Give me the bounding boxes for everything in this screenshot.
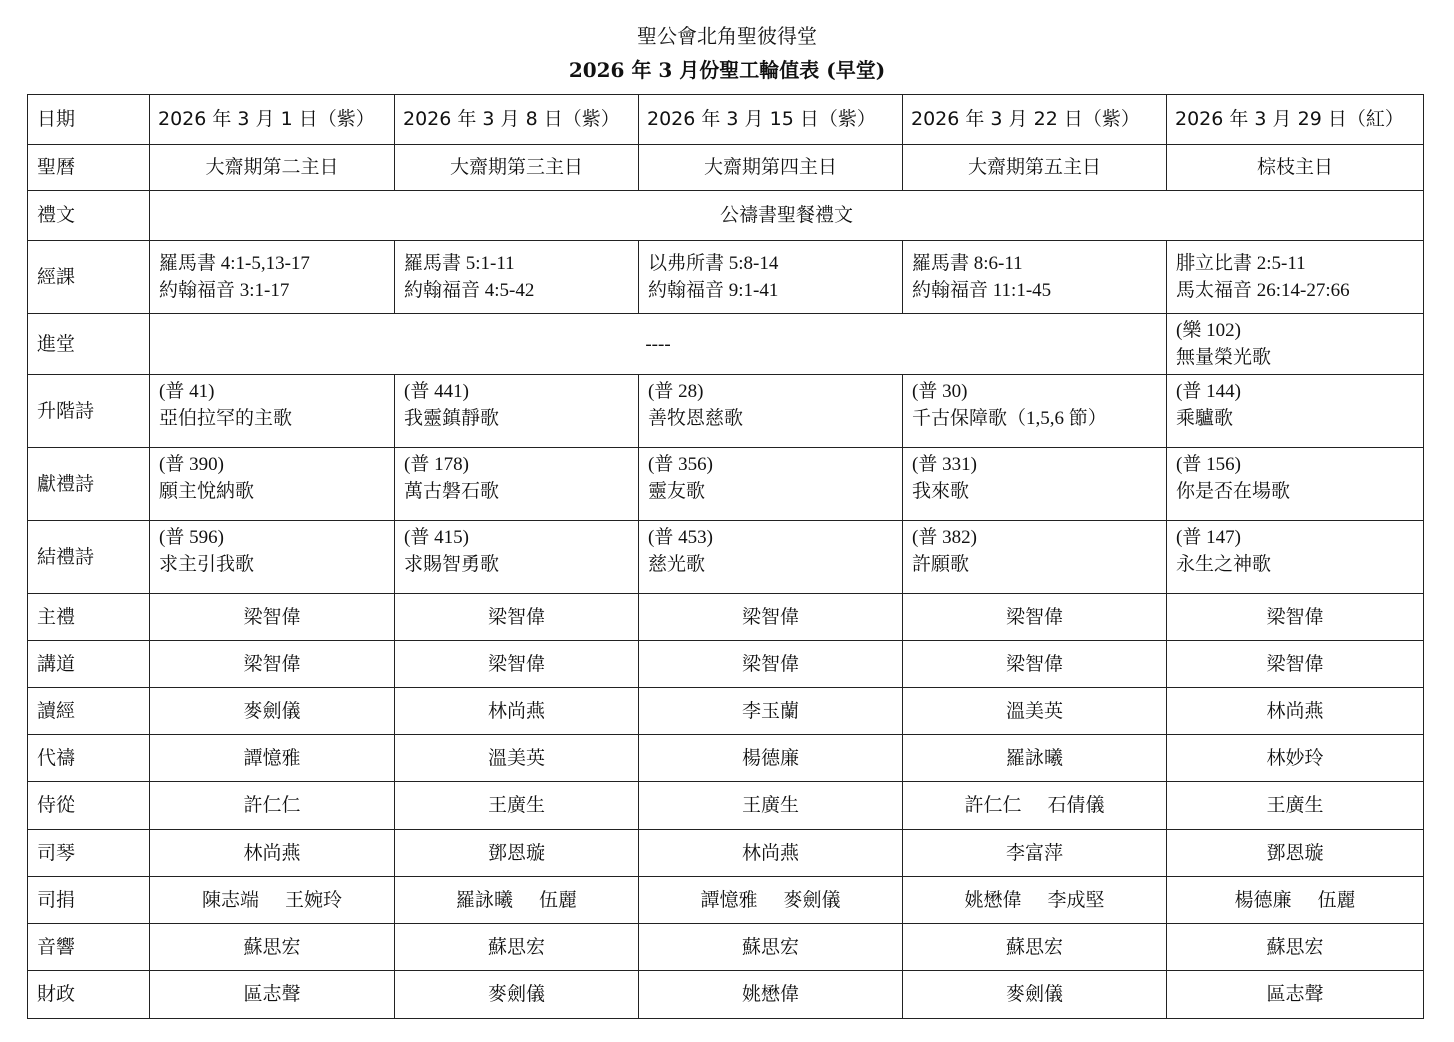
hymn-cell xyxy=(903,521,1167,594)
hymn-cell xyxy=(395,521,639,594)
row-reader xyxy=(28,688,1424,735)
person-name: 陳志端 xyxy=(201,888,259,911)
hymn-number: (普 41) xyxy=(159,381,215,402)
person-cell: 蘇思宏 xyxy=(395,924,639,971)
calendar-cell: 大齋期第二主日 xyxy=(150,145,395,191)
hymn-cell xyxy=(150,375,395,448)
readings-cell xyxy=(150,241,395,314)
hymn-name: 求賜智勇歌 xyxy=(404,554,500,575)
person-cell: 梁智偉 xyxy=(903,594,1167,641)
hymn-cell xyxy=(1167,314,1424,375)
label-liturgy: 禮文 xyxy=(28,191,150,241)
row-organist xyxy=(28,830,1424,877)
hymn-name: 無量榮光歌 xyxy=(1176,347,1272,368)
person-cell: 梁智偉 xyxy=(395,641,639,688)
hymn-name: 永生之神歌 xyxy=(1176,554,1272,575)
person-cell: 譚憶雅 xyxy=(150,735,395,782)
row-entrance xyxy=(28,314,1424,375)
hymn-cell xyxy=(150,521,395,594)
person-cell: 梁智偉 xyxy=(1167,641,1424,688)
person-cell xyxy=(639,877,903,924)
person-name: 許仁仁 xyxy=(243,794,301,816)
label-closing: 結禮詩 xyxy=(28,521,150,594)
hymn-number: (普 356) xyxy=(648,454,713,475)
hymn-number: (普 390) xyxy=(159,454,224,475)
row-closing xyxy=(28,521,1424,594)
person-cell: 李玉蘭 xyxy=(639,688,903,735)
row-liturgy xyxy=(28,191,1424,241)
row-offering xyxy=(28,877,1424,924)
date-cell: 2026 年 3 月 29 日（紅） xyxy=(1167,95,1424,145)
person-cell: 麥劍儀 xyxy=(395,971,639,1019)
person-name: 伍麗 xyxy=(1317,888,1356,911)
hymn-cell xyxy=(639,448,903,521)
row-date xyxy=(28,95,1424,145)
gospel-reading: 約翰福音 4:5-42 xyxy=(404,280,535,301)
label-preacher: 講道 xyxy=(28,641,150,688)
hymn-name: 我來歌 xyxy=(912,481,970,502)
row-sound xyxy=(28,924,1424,971)
row-calendar xyxy=(28,145,1424,191)
label-reader: 讀經 xyxy=(28,688,150,735)
readings-cell xyxy=(1167,241,1424,314)
duty-roster-table xyxy=(27,94,1424,1019)
person-cell: 蘇思宏 xyxy=(903,924,1167,971)
person-cell xyxy=(903,782,1167,830)
person-cell: 梁智偉 xyxy=(1167,594,1424,641)
person-name: 李成堅 xyxy=(1047,888,1105,911)
calendar-cell: 大齋期第三主日 xyxy=(395,145,639,191)
person-name: 羅詠曦 xyxy=(455,888,513,911)
hymn-number: (普 382) xyxy=(912,527,977,548)
person-cell: 林尚燕 xyxy=(395,688,639,735)
label-date: 日期 xyxy=(28,95,150,145)
person-cell xyxy=(1167,877,1424,924)
person-cell: 梁智偉 xyxy=(395,594,639,641)
hymn-cell xyxy=(1167,375,1424,448)
person-cell: 姚懋偉 xyxy=(639,971,903,1019)
row-intercessor xyxy=(28,735,1424,782)
hymn-name: 求主引我歌 xyxy=(159,554,255,575)
roster-title: 2026 年 3 月份聖工輪值表 (早堂) xyxy=(568,58,886,82)
calendar-cell: 大齋期第四主日 xyxy=(639,145,903,191)
hymn-cell xyxy=(1167,448,1424,521)
hymn-name: 慈光歌 xyxy=(648,554,706,575)
person-cell: 區志聲 xyxy=(1167,971,1424,1019)
date-cell: 2026 年 3 月 8 日（紫） xyxy=(395,95,639,145)
label-organist: 司琴 xyxy=(28,830,150,877)
hymn-number: (普 28) xyxy=(648,381,704,402)
person-cell: 楊德廉 xyxy=(639,735,903,782)
readings-cell xyxy=(903,241,1167,314)
label-entrance: 進堂 xyxy=(28,314,150,375)
hymn-name: 願主悅納歌 xyxy=(159,481,255,502)
epistle-reading: 羅馬書 4:1-5,13-17 xyxy=(159,253,310,274)
gospel-reading: 馬太福音 26:14-27:66 xyxy=(1176,280,1350,301)
liturgy-cell: 公禱書聖餐禮文 xyxy=(150,191,1424,241)
calendar-cell: 大齋期第五主日 xyxy=(903,145,1167,191)
hymn-number: (普 441) xyxy=(404,381,469,402)
person-cell: 羅詠曦 xyxy=(903,735,1167,782)
label-gradual: 升階詩 xyxy=(28,375,150,448)
date-cell: 2026 年 3 月 22 日（紫） xyxy=(903,95,1167,145)
person-name: 石倩儀 xyxy=(1047,794,1105,816)
label-server: 侍從 xyxy=(28,782,150,830)
calendar-cell: 棕枝主日 xyxy=(1167,145,1424,191)
person-name: 許仁仁 xyxy=(964,794,1022,816)
person-cell: 林尚燕 xyxy=(150,830,395,877)
person-name: 姚懋偉 xyxy=(964,888,1022,911)
person-name: 王廣生 xyxy=(487,794,545,816)
hymn-number: (普 415) xyxy=(404,527,469,548)
person-cell: 李富萍 xyxy=(903,830,1167,877)
person-cell: 梁智偉 xyxy=(150,641,395,688)
entrance-placeholder: ---- xyxy=(150,314,1167,375)
label-treasurer: 財政 xyxy=(28,971,150,1019)
hymn-cell xyxy=(639,521,903,594)
hymn-name: 千古保障歌（1,5,6 節） xyxy=(912,408,1107,429)
person-cell xyxy=(1167,782,1424,830)
person-cell: 林尚燕 xyxy=(1167,688,1424,735)
hymn-number: (普 178) xyxy=(404,454,469,475)
hymn-number: (普 596) xyxy=(159,527,224,548)
row-server xyxy=(28,782,1424,830)
person-cell: 梁智偉 xyxy=(639,594,903,641)
epistle-reading: 腓立比書 2:5-11 xyxy=(1176,253,1306,274)
gospel-reading: 約翰福音 11:1-45 xyxy=(912,280,1052,301)
hymn-number: (普 144) xyxy=(1176,381,1241,402)
person-cell: 梁智偉 xyxy=(903,641,1167,688)
hymn-name: 乘驢歌 xyxy=(1176,408,1234,429)
person-cell: 梁智偉 xyxy=(150,594,395,641)
person-cell: 梁智偉 xyxy=(639,641,903,688)
readings-cell xyxy=(639,241,903,314)
person-name: 伍麗 xyxy=(539,888,578,911)
person-cell: 蘇思宏 xyxy=(639,924,903,971)
person-name: 王廣生 xyxy=(1266,794,1324,816)
hymn-cell xyxy=(150,448,395,521)
hymn-cell xyxy=(1167,521,1424,594)
person-cell xyxy=(150,782,395,830)
date-cell: 2026 年 3 月 1 日（紫） xyxy=(150,95,395,145)
hymn-name: 許願歌 xyxy=(912,554,970,575)
hymn-name: 萬古磐石歌 xyxy=(404,481,500,502)
label-calendar: 聖曆 xyxy=(28,145,150,191)
hymn-cell xyxy=(903,375,1167,448)
person-name: 王婉玲 xyxy=(285,888,343,911)
epistle-reading: 羅馬書 8:6-11 xyxy=(912,253,1023,274)
person-cell: 鄧恩璇 xyxy=(1167,830,1424,877)
hymn-number: (普 30) xyxy=(912,381,968,402)
hymn-name: 亞伯拉罕的主歌 xyxy=(159,408,293,429)
person-cell: 麥劍儀 xyxy=(903,971,1167,1019)
person-name: 譚憶雅 xyxy=(700,888,758,911)
row-gradual xyxy=(28,375,1424,448)
person-cell: 麥劍儀 xyxy=(150,688,395,735)
row-readings xyxy=(28,241,1424,314)
gospel-reading: 約翰福音 3:1-17 xyxy=(159,280,290,301)
epistle-reading: 羅馬書 5:1-11 xyxy=(404,253,515,274)
person-cell xyxy=(639,782,903,830)
person-name: 王廣生 xyxy=(741,794,799,816)
person-cell: 林妙玲 xyxy=(1167,735,1424,782)
person-cell xyxy=(150,877,395,924)
hymn-name: 你是否在場歌 xyxy=(1176,481,1291,502)
row-offertory xyxy=(28,448,1424,521)
label-readings: 經課 xyxy=(28,241,150,314)
person-cell: 溫美英 xyxy=(395,735,639,782)
hymn-number: (普 147) xyxy=(1176,527,1241,548)
person-cell: 蘇思宏 xyxy=(150,924,395,971)
label-offertory: 獻禮詩 xyxy=(28,448,150,521)
readings-cell xyxy=(395,241,639,314)
hymn-number: (普 453) xyxy=(648,527,713,548)
church-title: 聖公會北角聖彼得堂 xyxy=(637,24,817,48)
hymn-name: 靈友歌 xyxy=(648,481,706,502)
gospel-reading: 約翰福音 9:1-41 xyxy=(648,280,779,301)
label-sound: 音響 xyxy=(28,924,150,971)
hymn-cell xyxy=(395,375,639,448)
person-cell xyxy=(903,877,1167,924)
person-cell: 鄧恩璇 xyxy=(395,830,639,877)
epistle-reading: 以弗所書 5:8-14 xyxy=(648,253,779,274)
row-celebrant xyxy=(28,594,1424,641)
hymn-number: (樂 102) xyxy=(1176,320,1241,341)
label-offering: 司捐 xyxy=(28,877,150,924)
hymn-name: 善牧恩慈歌 xyxy=(648,408,744,429)
hymn-cell xyxy=(639,375,903,448)
hymn-cell xyxy=(903,448,1167,521)
hymn-number: (普 331) xyxy=(912,454,977,475)
person-cell: 林尚燕 xyxy=(639,830,903,877)
row-treasurer xyxy=(28,971,1424,1019)
person-cell xyxy=(395,877,639,924)
person-cell: 蘇思宏 xyxy=(1167,924,1424,971)
hymn-name: 我靈鎮靜歌 xyxy=(404,408,500,429)
label-celebrant: 主禮 xyxy=(28,594,150,641)
hymn-cell xyxy=(395,448,639,521)
person-cell: 溫美英 xyxy=(903,688,1167,735)
date-cell: 2026 年 3 月 15 日（紫） xyxy=(639,95,903,145)
person-cell: 區志聲 xyxy=(150,971,395,1019)
label-intercessor: 代禱 xyxy=(28,735,150,782)
row-preacher xyxy=(28,641,1424,688)
person-name: 楊德廉 xyxy=(1234,888,1292,911)
person-name: 麥劍儀 xyxy=(783,888,841,911)
person-cell xyxy=(395,782,639,830)
hymn-number: (普 156) xyxy=(1176,454,1241,475)
